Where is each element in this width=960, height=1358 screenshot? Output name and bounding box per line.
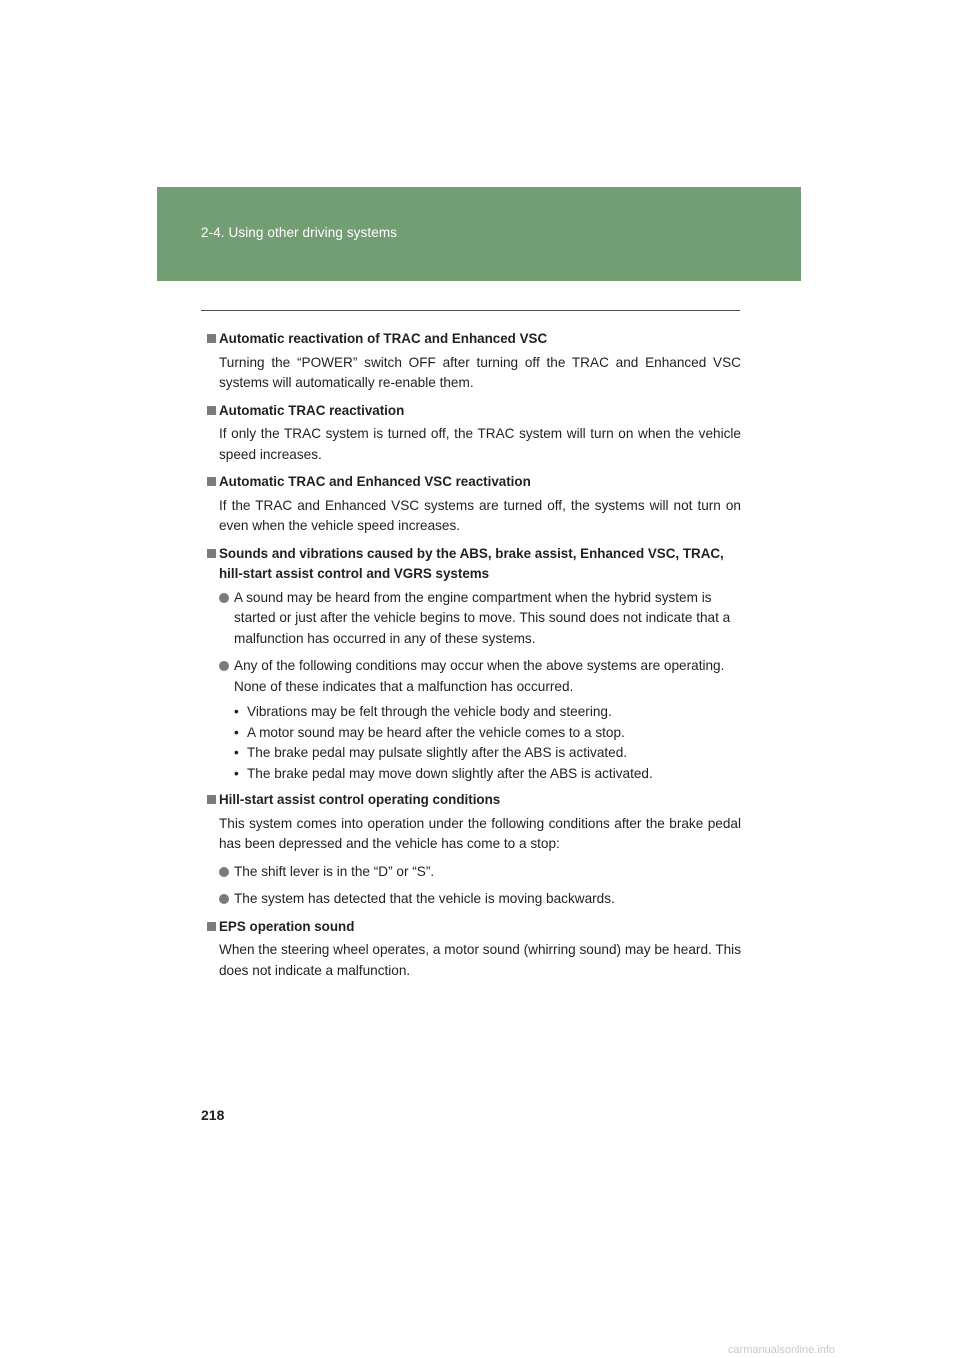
square-bullet-icon (207, 477, 216, 486)
page-number: 218 (201, 1107, 225, 1123)
list-item: The shift lever is in the “D” or “S”. (207, 862, 741, 883)
watermark[interactable]: carmanualsonline.info (728, 1344, 836, 1356)
square-bullet-icon (207, 795, 216, 804)
list-item: A sound may be heard from the engine compartment when the hybrid system is started or just after the vehicle begins to move. This sound does not indicate that a malfunction has occurred in any of these systems. (207, 588, 741, 650)
paragraph: If the TRAC and Enhanced VSC systems are turned off, the systems will not turn on even when the vehicle speed increases. (219, 497, 741, 533)
heading: Automatic TRAC and Enhanced VSC reactivation (207, 472, 741, 493)
paragraph: This system comes into operation under the following conditions after the brake pedal has been depressed and the vehicle has come to a stop: (219, 815, 741, 851)
round-bullet-icon (219, 894, 229, 904)
heading: Automatic reactivation of TRAC and Enhanced VSC (207, 329, 741, 350)
divider (201, 310, 740, 311)
square-bullet-icon (207, 549, 216, 558)
dot-marker-icon: • (234, 704, 239, 719)
sub-list-item: • The brake pedal may move down slightly after the ABS is activated. (234, 764, 741, 785)
sub-list-item: • A motor sound may be heard after the vehicle comes to a stop. (234, 723, 741, 744)
dot-marker-icon: • (234, 724, 239, 740)
round-bullet-icon (219, 867, 229, 877)
heading: Sounds and vibrations caused by the ABS, brake assist, Enhanced VSC, TRAC, hill-start assist control and VGRS systems (207, 544, 741, 585)
sub-list-item: • Vibrations may be felt through the vehicle body and steering. (234, 702, 741, 723)
heading: EPS operation sound (207, 917, 741, 938)
paragraph: Turning the “POWER” switch OFF after turning off the TRAC and Enhanced VSC systems will automatically re-enable them. (219, 354, 741, 390)
paragraph: If only the TRAC system is turned off, the TRAC system will turn on when the vehicle speed increases. (219, 426, 741, 462)
round-bullet-icon (219, 593, 229, 603)
square-bullet-icon (207, 334, 216, 343)
section-title: 2-4. Using other driving systems (201, 225, 398, 240)
round-bullet-icon (219, 661, 229, 671)
list-item: Any of the following conditions may occur when the above systems are operating. None of these indicates that a malfunction has occurred. (207, 656, 741, 697)
dot-marker-icon: • (234, 745, 239, 760)
list-item: The system has detected that the vehicle is moving backwards. (207, 889, 741, 910)
sub-list-item: • The brake pedal may pulsate slightly after the ABS is activated. (234, 743, 741, 764)
dot-marker-icon: • (234, 765, 239, 781)
square-bullet-icon (207, 406, 216, 415)
paragraph: When the steering wheel operates, a motor sound (whirring sound) may be heard. This does not indicate a malfunction. (219, 942, 741, 978)
heading: Hill-start assist control operating conditions (207, 790, 741, 811)
square-bullet-icon (207, 922, 216, 931)
heading: Automatic TRAC reactivation (207, 401, 741, 422)
sub-list (207, 702, 741, 784)
content (207, 329, 741, 988)
